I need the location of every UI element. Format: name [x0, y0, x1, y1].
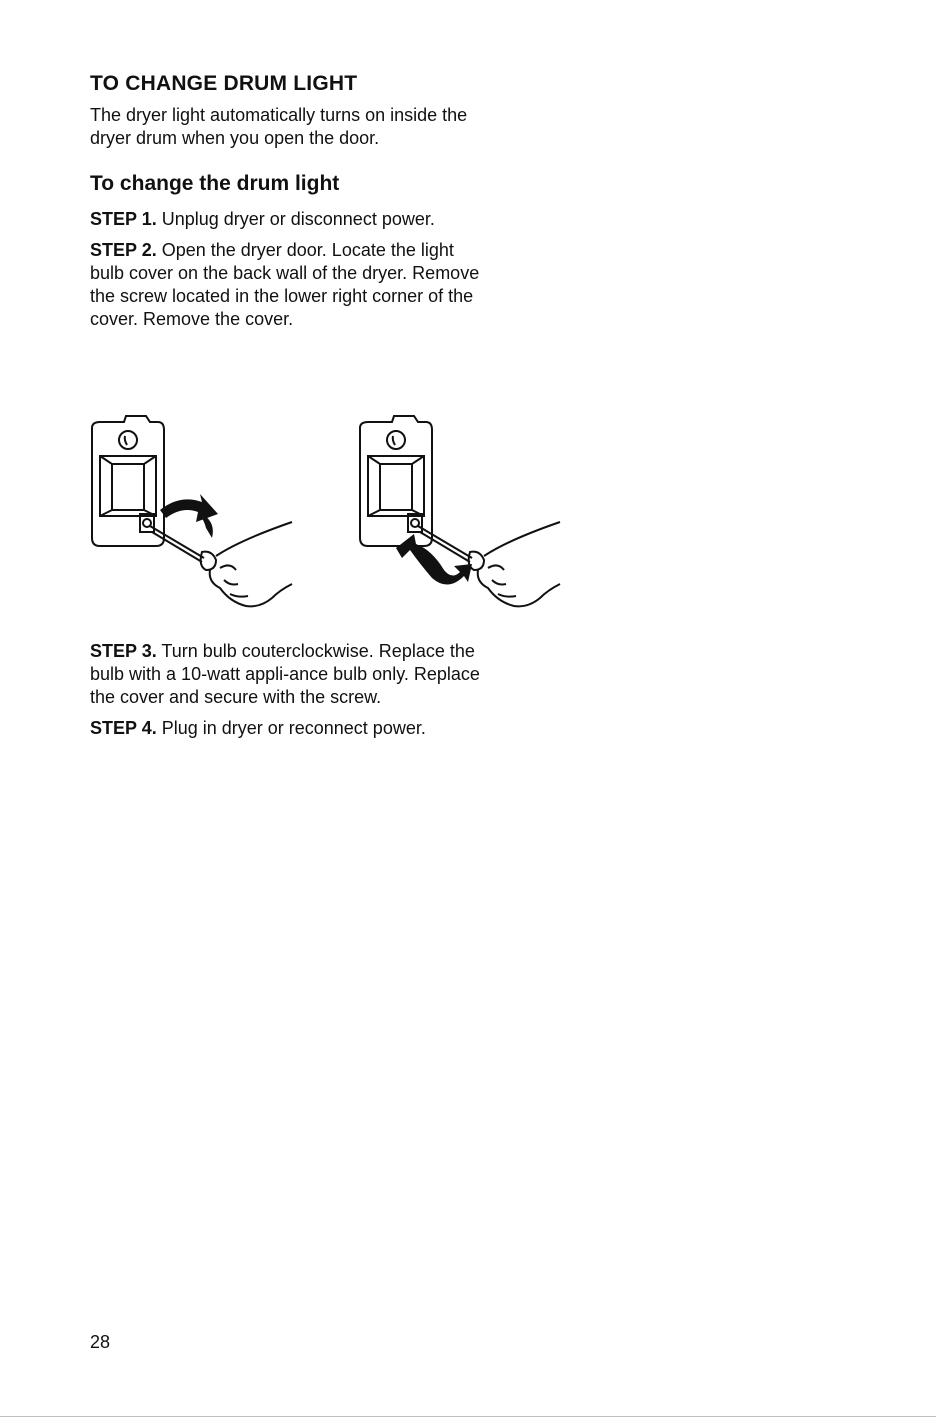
step-1-text: Unplug dryer or disconnect power.	[156, 209, 435, 229]
illustrations	[80, 410, 580, 620]
step-4-label: STEP 4.	[90, 718, 157, 738]
section-heading: TO CHANGE DRUM LIGHT	[90, 72, 358, 95]
step-2-label: STEP 2.	[90, 240, 157, 260]
bottom-rule	[0, 1416, 936, 1417]
intro-paragraph: The dryer light automatically turns on inside the dryer drum when you open the door.	[90, 105, 468, 148]
remove-screw-illustration	[80, 410, 310, 620]
step-4	[90, 717, 480, 740]
subheading: To change the drum light	[90, 172, 340, 195]
step-4-text: Plug in dryer or reconnect power.	[156, 718, 426, 738]
bottom-text-column	[90, 640, 480, 748]
step-2	[90, 239, 480, 331]
top-text-column	[90, 72, 480, 339]
step-3-text: Turn bulb couterclockwise. Replace the bulb with a 10-watt appli-ance bulb only. Replace the cover and secure with the screw.	[90, 641, 480, 707]
step-3	[90, 640, 480, 709]
step-3-label: STEP 3.	[90, 641, 157, 661]
page-number: 28	[90, 1332, 111, 1352]
replace-screw-illustration	[348, 410, 578, 620]
step-2-text: Open the dryer door. Locate the light bulb cover on the back wall of the dryer. Remove the screw located in the lower right corner of the cover. Remove the cover.	[90, 240, 480, 329]
step-1-label: STEP 1.	[90, 209, 157, 229]
step-1	[90, 208, 480, 231]
